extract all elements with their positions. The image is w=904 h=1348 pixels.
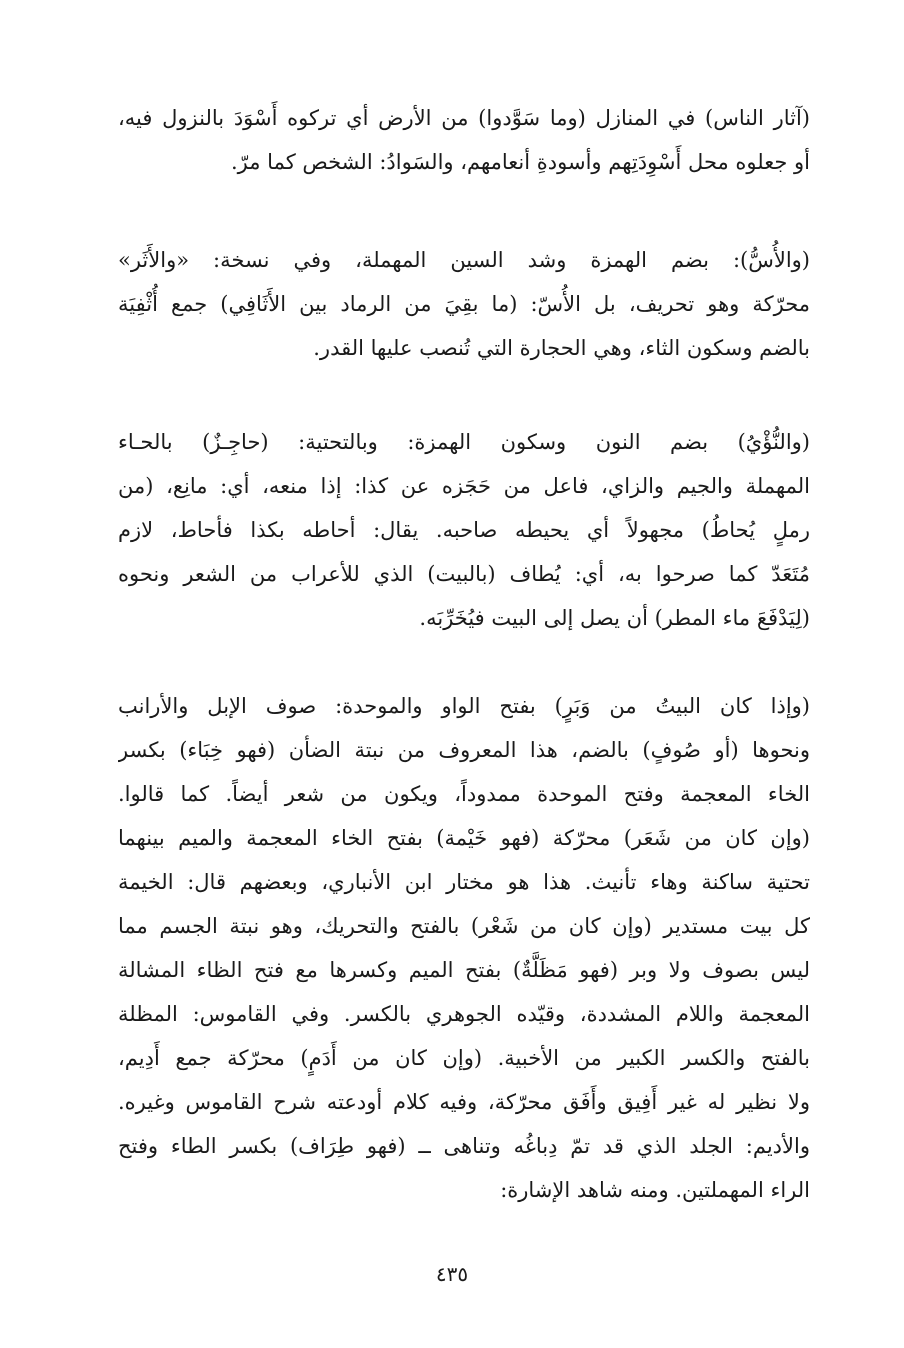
text-line: (لِيَدْفَعَ ماء المطر) أن يصل إلى البيت فيُخَرِّبَه. bbox=[419, 606, 810, 630]
text-line: ولا نظير له غير أَفِيق وأَفَق محرّكة، وفيه كلام أودعته شرح القاموس وغيره. bbox=[118, 1090, 810, 1114]
text-line: ليس بصوف ولا وبر (فهو مَظَلَّةٌ) بفتح الميم وكسرها مع فتح الظاء المشالة bbox=[118, 958, 810, 982]
text-line: مُتَعَدّ كما صرحوا به، أي: يُطاف (بالبيت) الذي للأعراب من الشعر ونحوه bbox=[118, 562, 810, 586]
paragraph-athar bbox=[118, 96, 810, 184]
text-line: ونحوها (أو صُوفٍ) بالضم، هذا المعروف من نبتة الضأن (فهو خِبَاء) بكسر bbox=[118, 738, 810, 762]
paragraph-bayt bbox=[118, 684, 810, 1212]
text-line: (والنُّؤْيُ) بضم النون وسكون الهمزة: وبالتحتية: (حاجِـزٌ) بالحـاء bbox=[118, 430, 810, 454]
paragraph-al-uss bbox=[118, 238, 810, 370]
text-line: الراء المهملتين. ومنه شاهد الإشارة: bbox=[500, 1178, 810, 1202]
text-line: أو جعلوه محل أَسْوِدَتِهم وأسودةِ أنعامهم، والسَوادُ: الشخص كما مرّ. bbox=[231, 150, 810, 174]
text-line: (وإن كان من شَعَر) محرّكة (فهو خَيْمة) بفتح الخاء المعجمة والميم بينهما bbox=[118, 826, 810, 850]
text-line: بالفتح والكسر الكبير من الأخبية. (وإن كان من أَدَمٍ) محرّكة جمع أَدِيم، bbox=[118, 1046, 810, 1070]
paragraph-al-nuy bbox=[118, 420, 810, 640]
text-line: والأديم: الجلد الذي قد تمّ دِباغُه وتناهى ــ (فهو طِرَاف) بكسر الطاء وفتح bbox=[118, 1134, 810, 1158]
text-line: (آثار الناس) في المنازل (وما سَوَّدوا) من الأرض أي تركوه أَسْوَدَ بالنزول فيه، bbox=[118, 106, 810, 130]
text-line: المهملة والجيم والزاي، فاعل من حَجَزه عن كذا: إذا منعه، أي: مانِع، (من bbox=[118, 474, 810, 498]
text-line: تحتية ساكنة وهاء تأنيث. هذا هو مختار ابن الأنباري، وبعضهم قال: الخيمة bbox=[118, 870, 810, 894]
text-line: الخاء المعجمة وفتح الموحدة ممدوداً، ويكون من شعر أيضاً. كما قالوا. bbox=[118, 782, 810, 806]
page-number: ٤٣٥ bbox=[435, 1262, 469, 1286]
text-line: (والأُسُّ): بضم الهمزة وشد السين المهملة، وفي نسخة: «والأَثَر» bbox=[118, 248, 810, 272]
text-line: (وإذا كان البيتُ من وَبَرٍ) بفتح الواو والموحدة: صوف الإبل والأرانب bbox=[118, 694, 810, 718]
text-line: رملٍ يُحاطُ) مجهولاً أي يحيطه صاحبه. يقال: أحاطه بكذا فأحاط، لازم bbox=[118, 518, 810, 542]
text-line: المعجمة واللام المشددة، وقيّده الجوهري بالكسر. وفي القاموس: المظلة bbox=[118, 1002, 810, 1026]
text-line: كل بيت مستدير (وإن كان من شَعْر) بالفتح والتحريك، وهو نبتة الجسم مما bbox=[118, 914, 810, 938]
text-line: بالضم وسكون الثاء، وهي الحجارة التي تُنصب عليها القدر. bbox=[313, 336, 810, 360]
text-line: محرّكة وهو تحريف، بل الأُسّ: (ما بقِيَ من الرماد بين الأَثَافِي) جمع أُثْفِيَة bbox=[118, 292, 810, 316]
